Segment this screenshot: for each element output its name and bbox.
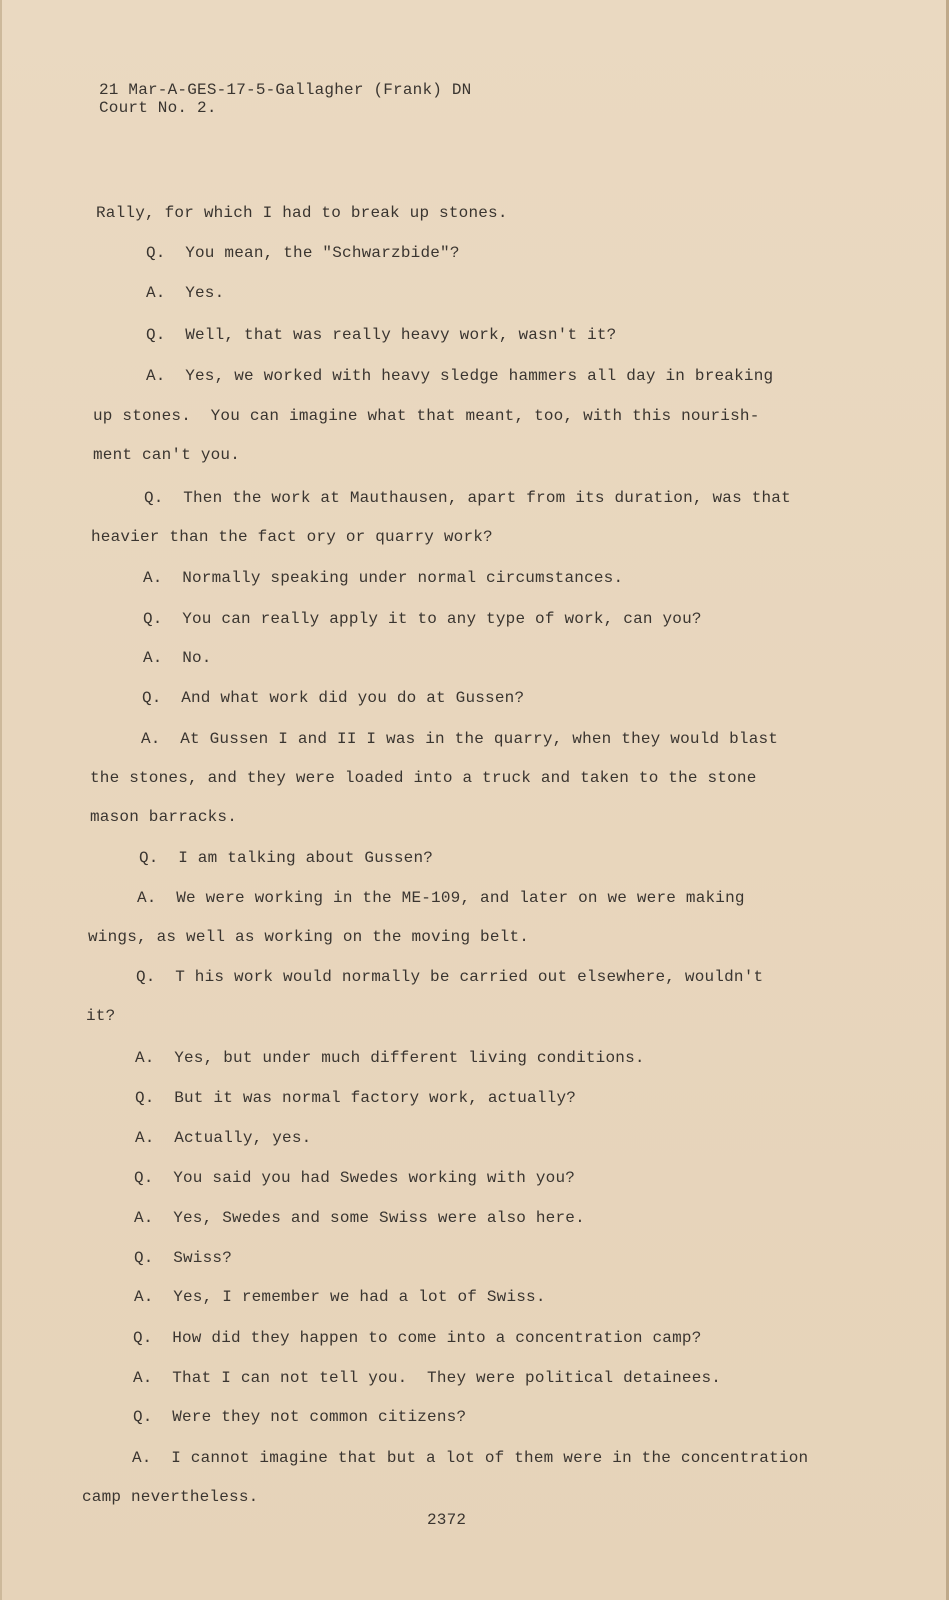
text-line: Q. Were they not common citizens? <box>133 1408 467 1426</box>
text-line: ment can't you. <box>93 446 241 464</box>
text-line: up stones. You can imagine what that meant, too, with this nourish- <box>93 407 760 425</box>
text-line: Q. T his work would normally be carried out elsewhere, wouldn't <box>136 968 764 986</box>
text-line: Q. You said you had Swedes working with you? <box>134 1169 576 1187</box>
text-line: Q. You mean, the "Schwarzbide"? <box>146 244 460 262</box>
text-line: Q. And what work did you do at Gussen? <box>142 689 525 707</box>
text-line: camp nevertheless. <box>82 1488 259 1506</box>
text-line: A. Yes, but under much different living conditions. <box>135 1049 645 1067</box>
text-line: A. Yes. <box>146 284 225 302</box>
text-line: A. That I can not tell you. They were political detainees. <box>133 1369 722 1387</box>
text-line: A. Yes, Swedes and some Swiss were also here. <box>134 1209 585 1227</box>
text-line: Q. I am talking about Gussen? <box>139 849 434 867</box>
text-line: A. Actually, yes. <box>135 1129 312 1147</box>
court-number: Court No. 2. <box>99 99 217 117</box>
text-line: A. I cannot imagine that but a lot of them were in the concentration <box>132 1449 809 1467</box>
case-header: 21 Mar-A-GES-17-5-Gallagher (Frank) DN <box>99 81 472 99</box>
text-line: it? <box>86 1007 116 1025</box>
text-line: Q. But it was normal factory work, actually? <box>135 1089 577 1107</box>
text-line: A. Normally speaking under normal circumstances. <box>143 569 624 587</box>
page-number: 2372 <box>427 1511 467 1529</box>
text-line: heavier than the fact ory or quarry work? <box>91 528 493 546</box>
text-line: Q. You can really apply it to any type of work, can you? <box>143 610 702 628</box>
text-line: wings, as well as working on the moving belt. <box>88 928 530 946</box>
text-line: mason barracks. <box>90 808 238 826</box>
text-line: A. We were working in the ME-109, and later on we were making <box>137 889 745 907</box>
text-line: Q. Then the work at Mauthausen, apart from its duration, was that <box>144 489 791 507</box>
text-line: A. Yes, I remember we had a lot of Swiss. <box>134 1288 546 1306</box>
text-line: A. No. <box>143 649 212 667</box>
text-line: Rally, for which I had to break up stones. <box>96 204 508 222</box>
text-line: the stones, and they were loaded into a truck and taken to the stone <box>90 769 757 787</box>
text-line: Q. Well, that was really heavy work, wasn't it? <box>146 326 617 344</box>
text-line: A. At Gussen I and II I was in the quarry, when they would blast <box>141 730 779 748</box>
text-line: A. Yes, we worked with heavy sledge hammers all day in breaking <box>146 367 774 385</box>
text-line: Q. How did they happen to come into a concentration camp? <box>133 1329 702 1347</box>
text-line: Q. Swiss? <box>134 1249 233 1267</box>
